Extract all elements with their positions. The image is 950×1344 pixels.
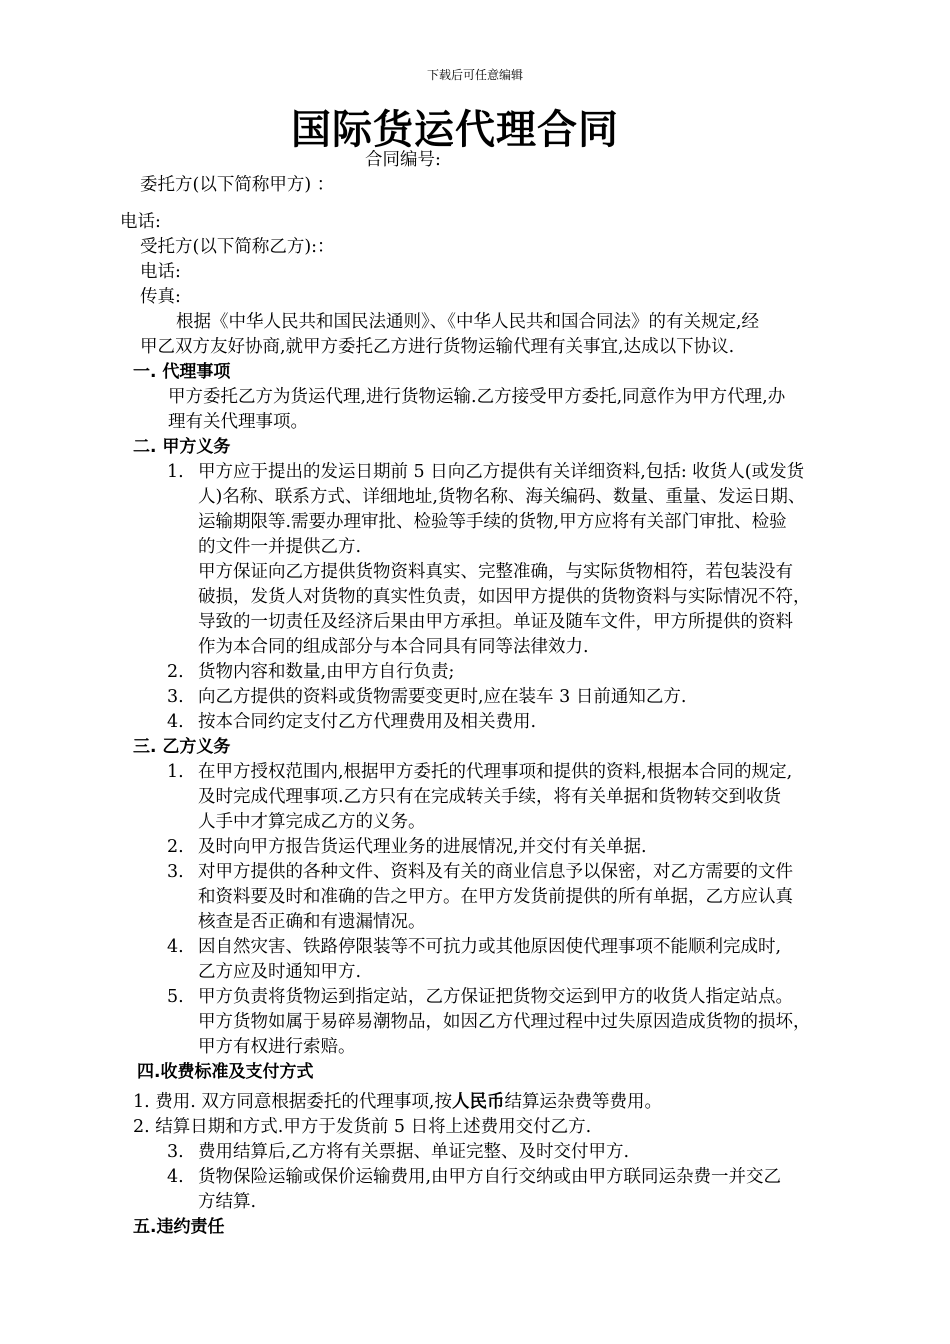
contract-number-label: 合同编号: — [365, 150, 441, 170]
item-line: 及时向甲方报告货运代理业务的进展情况,并交付有关单据. — [198, 837, 647, 857]
party-b-phone-label: 电话: — [140, 262, 181, 282]
item-number: 4. — [167, 712, 184, 732]
item-line: 运输期限等.需要办理审批、检验等手续的货物,甲方应将有关部门审批、检验 — [198, 512, 787, 532]
item-number: 4. — [167, 937, 184, 957]
item-line: 对甲方提供的各种文件、资料及有关的商业信息予以保密，对乙方需要的文件 — [198, 862, 793, 882]
item-number: 1. — [167, 762, 184, 782]
download-note: 下载后可任意编辑 — [426, 68, 523, 82]
section-4-item-1 — [133, 1090, 662, 1115]
item-line: 乙方应及时通知甲方. — [198, 962, 362, 982]
item-line: 费用结算后,乙方将有关票据、单证完整、及时交付甲方. — [198, 1142, 630, 1162]
document-title: 国际货运代理合同 — [291, 107, 619, 153]
item-number: 2. — [167, 837, 184, 857]
party-a-label: 委托方(以下简称甲方) ： — [140, 175, 335, 195]
item-text: 结算运杂费等费用。 — [504, 1092, 662, 1112]
section-1-line: 理有关代理事项。 — [168, 412, 308, 432]
item-line: 破损，发货人对货物的真实性负责，如因甲方提供的货物资料与实际情况不符， — [198, 587, 811, 607]
section-1-line: 甲方委托乙方为货运代理,进行货物运输.乙方接受甲方委托,同意作为甲方代理,办 — [168, 387, 786, 407]
item-line: 核查是否正确和有遗漏情况。 — [198, 912, 426, 932]
item-number: 3. — [167, 687, 184, 707]
item-line: 在甲方授权范围内,根据甲方委托的代理事项和提供的资料,根据本合同的规定, — [198, 762, 793, 782]
section-3-heading: 三. 乙方义务 — [133, 737, 231, 757]
section-2-heading: 二. 甲方义务 — [133, 437, 231, 457]
item-line: 货物内容和数量,由甲方自行负责; — [198, 662, 455, 682]
item-line: 向乙方提供的资料或货物需要变更时,应在装车 3 日前通知乙方. — [198, 687, 687, 707]
section-4-item-2: 2. 结算日期和方式.甲方于发货前 5 日将上述费用交付乙方. — [133, 1117, 592, 1137]
party-b-label: 受托方(以下简称乙方):： — [140, 237, 335, 257]
item-line: 导致的一切责任及经济后果由甲方承担。单证及随车文件，甲方所提供的资料 — [198, 612, 793, 632]
item-line: 按本合同约定支付乙方代理费用及相关费用. — [198, 712, 537, 732]
party-b-fax-label: 传真: — [140, 287, 181, 307]
item-text: 1. 费用. 双方同意根据委托的代理事项,按 — [133, 1092, 452, 1112]
party-a-phone-label: 电话: — [120, 212, 161, 232]
item-line: 甲方负责将货物运到指定站，乙方保证把货物交运到甲方的收货人指定站点。 — [198, 987, 793, 1007]
item-line: 甲方有权进行索赔。 — [198, 1037, 356, 1057]
item-line: 甲方应于提出的发运日期前 5 日向乙方提供有关详细资料,包括: 收货人(或发货 — [198, 462, 805, 482]
item-line: 因自然灾害、铁路停限装等不可抗力或其他原因使代理事项不能顺利完成时, — [198, 937, 782, 957]
item-line: 甲方保证向乙方提供货物资料真实、完整准确，与实际货物相符，若包装没有 — [198, 562, 793, 582]
item-line: 人)名称、联系方式、详细地址,货物名称、海关编码、数量、重量、发运日期、 — [198, 487, 806, 507]
intro-line-1: 根据《中华人民共和国民法通则》、《中华人民共和国合同法》的有关规定,经 — [176, 312, 760, 332]
item-line: 方结算. — [198, 1192, 257, 1212]
item-number: 4. — [167, 1167, 184, 1187]
item-line: 的文件一并提供乙方. — [198, 537, 362, 557]
item-line: 和资料要及时和准确的告之甲方。在甲方发货前提供的所有单据，乙方应认真 — [198, 887, 793, 907]
section-1-heading: 一. 代理事项 — [133, 362, 231, 382]
section-5-heading: 五.违约责任 — [133, 1217, 225, 1237]
item-number: 3. — [167, 1142, 184, 1162]
item-number: 5. — [167, 987, 184, 1007]
intro-line-2: 甲乙双方友好协商,就甲方委托乙方进行货物运输代理有关事宜,达成以下协议. — [140, 337, 735, 357]
item-number: 1. — [167, 462, 184, 482]
item-line: 及时完成代理事项.乙方只有在完成转关手续，将有关单据和货物转交到收货 — [198, 787, 782, 807]
item-line: 货物保险运输或保价运输费用,由甲方自行交纳或由甲方联同运杂费一并交乙 — [198, 1167, 782, 1187]
item-number: 3. — [167, 862, 184, 882]
item-line: 作为本合同的组成部分与本合同具有同等法律效力. — [198, 637, 589, 657]
item-line: 甲方货物如属于易碎易潮物品，如因乙方代理过程中过失原因造成货物的损坏， — [198, 1012, 811, 1032]
currency-emphasis: 人民币 — [451, 1092, 505, 1112]
section-4-heading: 四.收费标准及支付方式 — [137, 1062, 314, 1082]
item-line: 人手中才算完成乙方的义务。 — [198, 812, 426, 832]
item-number: 2. — [167, 662, 184, 682]
